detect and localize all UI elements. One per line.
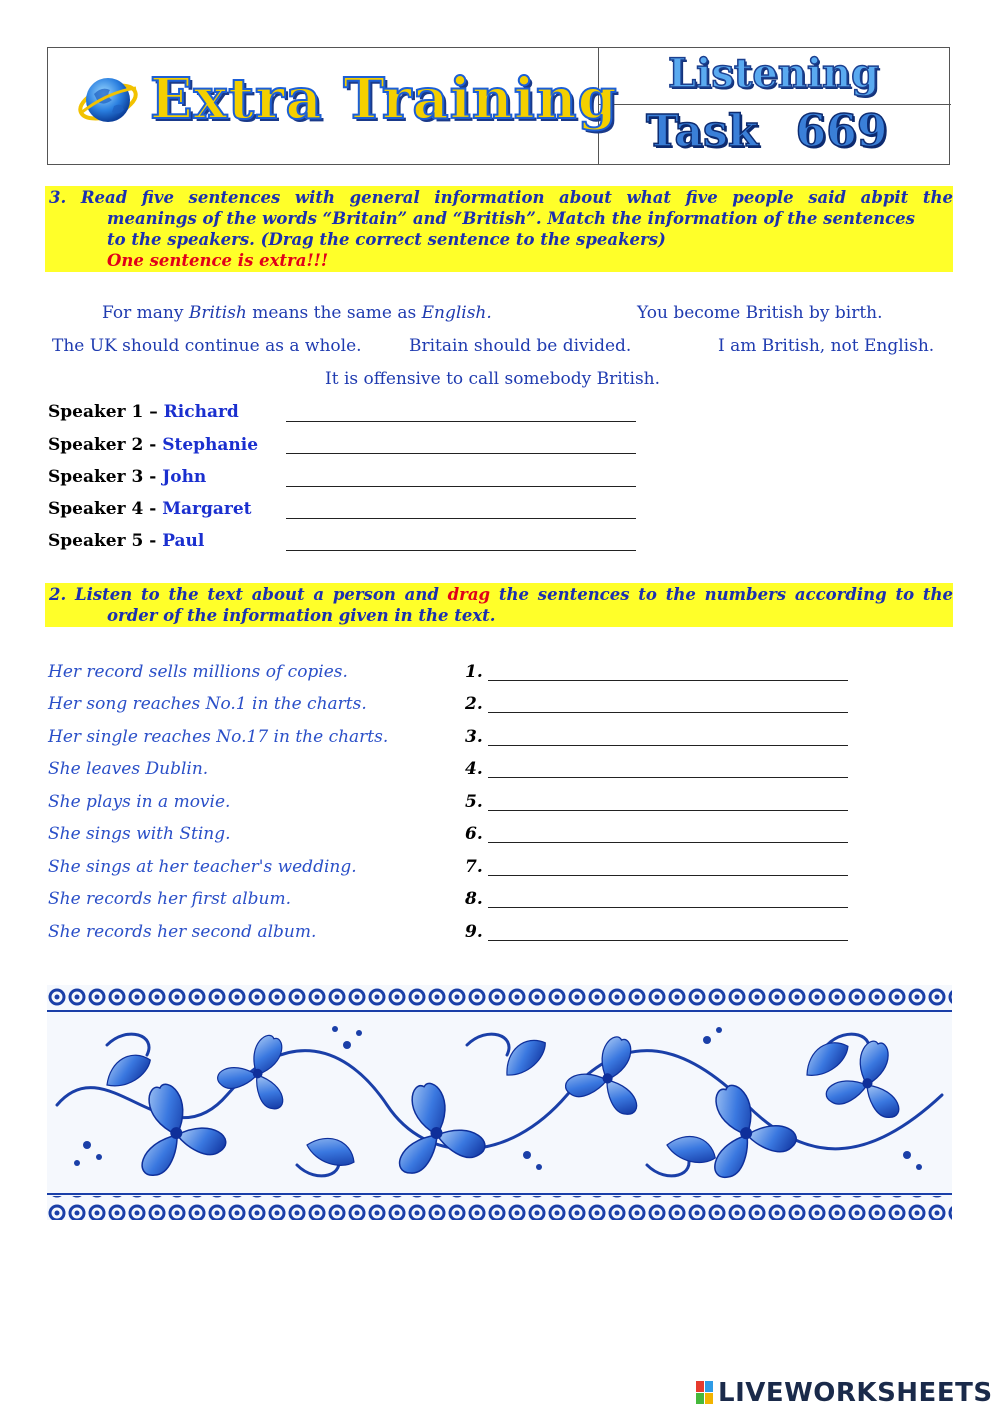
speaker-1-drop-line[interactable] — [286, 421, 636, 422]
task-label — [646, 106, 888, 157]
sentence-option-1[interactable] — [102, 303, 492, 323]
task-number: 669 — [795, 106, 888, 157]
event-sentence-6[interactable]: She sings with Sting. — [48, 824, 231, 844]
answer-line-2[interactable] — [488, 712, 848, 713]
event-sentence-7[interactable]: She sings at her teacher's wedding. — [48, 857, 357, 877]
answer-line-8[interactable] — [488, 907, 848, 908]
floral-border-decoration — [47, 985, 952, 1220]
answer-number-9: 9. — [465, 922, 483, 942]
answer-number-5: 5. — [465, 792, 483, 812]
sentence-option-3[interactable]: The UK should continue as a whole. — [52, 336, 362, 356]
option-1-part-b: means the same as — [246, 303, 422, 323]
answer-line-7[interactable] — [488, 875, 848, 876]
answer-line-4[interactable] — [488, 777, 848, 778]
answer-number-3: 3. — [465, 727, 483, 747]
section2-line1-post: the sentences to the numbers according to the — [490, 585, 953, 604]
task-word: Task — [646, 106, 759, 157]
answer-line-1[interactable] — [488, 680, 848, 681]
sentence-option-5[interactable]: I am British, not English. — [718, 336, 935, 356]
option-1-word-british: British — [188, 303, 247, 323]
header-divider-horizontal — [598, 104, 951, 105]
section3-instruction-line-2: meanings of the words “Britain” and “British”. Match the information of the sentences — [107, 209, 915, 228]
speaker-4-prefix: Speaker 4 - — [48, 499, 163, 519]
speaker-1-prefix: Speaker 1 – — [48, 402, 164, 422]
speaker-1-name: Richard — [163, 402, 239, 422]
event-sentence-2[interactable]: Her song reaches No.1 in the charts. — [48, 694, 367, 714]
speaker-3-drop-line[interactable] — [286, 486, 636, 487]
event-sentence-4[interactable]: She leaves Dublin. — [48, 759, 209, 779]
speaker-5-label — [48, 531, 204, 551]
event-sentence-5[interactable]: She plays in a movie. — [48, 792, 231, 812]
globe-icon — [76, 68, 140, 132]
option-1-word-english: English. — [421, 303, 492, 323]
event-sentence-3[interactable]: Her single reaches No.17 in the charts. — [48, 727, 389, 747]
drag-word: drag — [447, 585, 491, 604]
speaker-5-drop-line[interactable] — [286, 550, 636, 551]
answer-line-6[interactable] — [488, 842, 848, 843]
section3-instruction-line-1: 3. Read five sentences with general information about what five people said abpit the — [49, 188, 953, 207]
sentence-option-6[interactable]: It is offensive to call somebody British. — [325, 369, 661, 389]
section2-line1-pre: 2. Listen to the text about a person and — [49, 585, 448, 604]
speaker-2-prefix: Speaker 2 - — [48, 435, 163, 455]
section2-instructions — [45, 583, 953, 627]
speaker-2-label — [48, 435, 258, 455]
extra-sentence-note: One sentence is extra!!! — [107, 251, 329, 270]
sentence-option-4[interactable]: Britain should be divided. — [409, 336, 632, 356]
speaker-5-prefix: Speaker 5 - — [48, 531, 163, 551]
section3-instruction-line-3: to the speakers. (Drag the correct sentence to the speakers) — [107, 230, 666, 249]
speaker-2-name: Stephanie — [162, 435, 259, 455]
liveworksheets-logo — [696, 1378, 993, 1408]
section2-instruction-line-1 — [45, 584, 953, 605]
sentence-option-2[interactable]: You become British by birth. — [637, 303, 883, 323]
speaker-4-drop-line[interactable] — [286, 518, 636, 519]
answer-number-4: 4. — [465, 759, 483, 779]
category-label: Listening — [668, 50, 880, 97]
speaker-3-name: John — [162, 467, 207, 487]
speaker-2-drop-line[interactable] — [286, 453, 636, 454]
worksheet-header — [47, 47, 950, 165]
event-sentence-9[interactable]: She records her second album. — [48, 922, 317, 942]
speaker-3-prefix: Speaker 3 - — [48, 467, 163, 487]
answer-number-1: 1. — [465, 662, 483, 682]
liveworksheets-mark-icon — [696, 1381, 714, 1405]
answer-line-5[interactable] — [488, 810, 848, 811]
answer-line-3[interactable] — [488, 745, 848, 746]
worksheet-title: Extra Training — [150, 66, 618, 132]
section2-instruction-line-2: order of the information given in the text. — [107, 606, 496, 625]
section3-instructions — [45, 186, 953, 272]
answer-number-6: 6. — [465, 824, 483, 844]
option-1-part-a: For many — [102, 303, 189, 323]
event-sentence-8[interactable]: She records her first album. — [48, 889, 292, 909]
answer-number-7: 7. — [465, 857, 483, 877]
speaker-1-label — [48, 402, 239, 422]
speaker-5-name: Paul — [162, 531, 205, 551]
answer-number-2: 2. — [465, 694, 483, 714]
speaker-3-label — [48, 467, 206, 487]
answer-number-8: 8. — [465, 889, 483, 909]
event-sentence-1[interactable]: Her record sells millions of copies. — [48, 662, 348, 682]
answer-line-9[interactable] — [488, 940, 848, 941]
liveworksheets-logo-text: LIVEWORKSHEETS — [718, 1378, 993, 1408]
speaker-4-name: Margaret — [162, 499, 252, 519]
speaker-4-label — [48, 499, 252, 519]
